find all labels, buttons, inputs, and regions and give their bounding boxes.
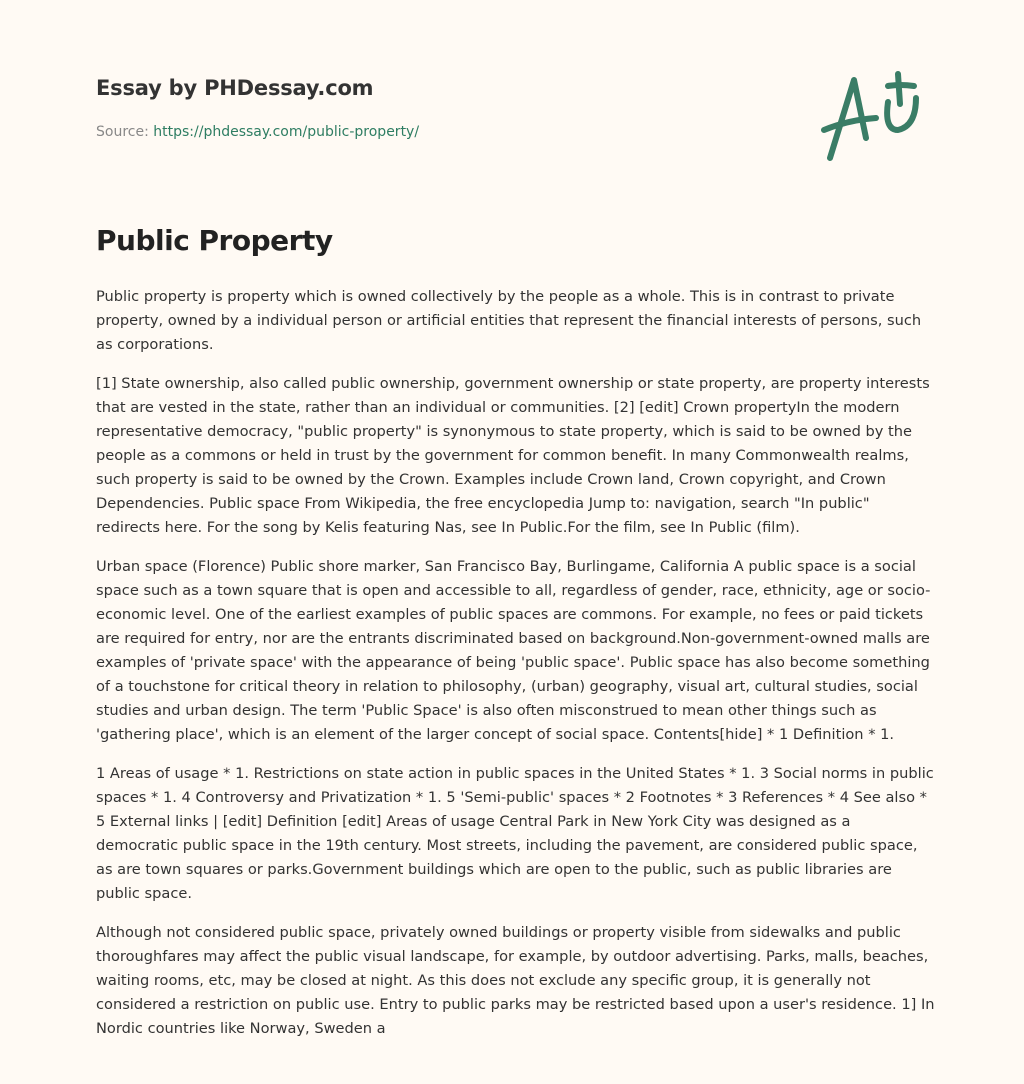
paragraph: [1] State ownership, also called public ownership, government ownership or state property, are property interests that are vested in the state, rather than an individual or communities. [2] [edit] Crown propertyIn the modern representative democracy, "public property" is synonymous to state property, which is said to be owned by the people as a commons or held in trust by the government for common benefit. In many Commonwealth realms, such property is said to be owned by the Crown. Examples include Crown land, Crown copyright, and Crown Dependencies. Public space From Wikipedia, the free encyclopedia Jump to: navigation, search "In public" redirects here. For the song by Kelis featuring Nas, see In Public.For the film, see In Public (film). [96,375,930,536]
paragraph: 1 Areas of usage * 1. Restrictions on state action in public spaces in the United States * 1. 3 Social norms in public spaces * 1. 4 Controversy and Privatization * 1. 5 'Semi-public' spaces * 2 Footnotes * 3 References * 4 See also * 5 External links | [edit] Definition [edit] Areas of usage Central Park in New York City was designed as a democratic public space in the 19th century. Most streets, including the pavement, are considered public space, as are town squares or parks.Government buildings which are open to the public, such as public libraries are public space. [96,765,934,902]
source-label: Source: [96,124,149,140]
essay-header [96,76,419,140]
paragraph: Although not considered public space, privately owned buildings or property visible from sidewalks and public thoroughfares may affect the public visual landscape, for example, by outdoor advertising. Parks, malls, beaches, waiting rooms, etc, may be closed at night. As this does not exclude any specific group, it is generally not considered a restriction on public use. Entry to public parks may be restricted based upon a user's residence. 1] In Nordic countries like Norway, Sweden a [96,924,935,1037]
source-link[interactable]: https://phdessay.com/public-property/ [153,124,420,140]
a-plus-logo-icon [818,68,928,164]
brand-title: Essay by PHDessay.com [96,76,374,100]
paragraph: Public property is property which is owned collectively by the people as a whole. This is in contrast to private property, owned by a individual person or artificial entities that represent the financial interests of persons, such as corporations. [96,288,922,353]
essay-body [96,285,936,1056]
source-line [96,124,419,140]
essay-title: Public Property [96,224,333,257]
paragraph: Urban space (Florence) Public shore marker, San Francisco Bay, Burlingame, California A public space is a social space such as a town square that is open and accessible to all, regardless of gender, race, ethnicity, age or socio-economic level. One of the earliest examples of public spaces are commons. For example, no fees or paid tickets are required for entry, nor are the entrants discriminated based on background.Non-government-owned malls are examples of 'private space' with the appearance of being 'public space'. Public space has also become something of a touchstone for critical theory in relation to philosophy, (urban) geography, visual art, cultural studies, social studies and urban design. The term 'Public Space' is also often misconstrued to mean other things such as 'gathering place', which is an element of the larger concept of social space. Contents[hide] * 1 Definition * 1. [96,558,931,743]
